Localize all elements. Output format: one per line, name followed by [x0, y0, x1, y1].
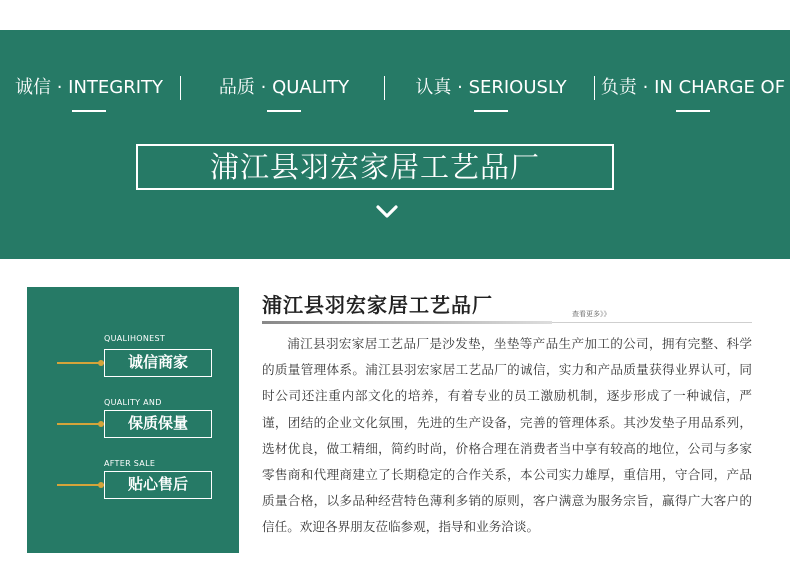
- value-underline: [676, 110, 710, 112]
- value-underline: [474, 110, 508, 112]
- company-title: 浦江县羽宏家居工艺品厂: [262, 293, 493, 317]
- value-seriously: 认真 · SERIOUSLY: [410, 76, 572, 100]
- value-integrity: 诚信 · INTEGRITY: [14, 76, 164, 100]
- feature-english-label: AFTER SALE: [104, 459, 156, 468]
- feature-english-label: QUALIHONEST: [104, 334, 166, 343]
- view-more-link[interactable]: 查看更多》》: [572, 310, 611, 318]
- banner-title: 浦江县羽宏家居工艺品厂: [136, 144, 614, 190]
- chevron-down-icon[interactable]: [376, 205, 398, 219]
- feature-quality-guarantee: 保质保量: [104, 410, 212, 438]
- value-underline: [267, 110, 301, 112]
- divider: [594, 76, 595, 100]
- feature-connector: [57, 484, 104, 486]
- feature-panel: [27, 287, 239, 553]
- company-description: 浦江县羽宏家居工艺品厂是沙发垫，坐垫等产品生产加工的公司，拥有完整、科学的质量管理体系。浦江县羽宏家居工艺品厂的诚信，实力和产品质量获得业界认可，同时公司还注重内部文化的培养，有着专业的员工激励机制，逐步形成了一种诚信，严谨，团结的企业文化氛围，先进的生产设备，完善的管理体系。其沙发垫子用品系列，选材优良，做工精细，简约时尚，价格合理在消费者当中享有较高的地位，公司与多家零售商和代理商建立了长期稳定的合作关系，本公司实力雄厚，重信用，守合同，产品质量合格，以多品种经营特色薄利多销的原则，客户满意为服务宗旨，赢得广大客户的信任。欢迎各界朋友莅临参观，指导和业务洽谈。: [262, 336, 752, 535]
- hero-banner: [0, 30, 790, 259]
- divider: [384, 76, 385, 100]
- value-in-charge: 负责 · IN CHARGE OF: [598, 76, 788, 100]
- feature-after-sale: 贴心售后: [104, 471, 212, 499]
- divider: [180, 76, 181, 100]
- feature-honest-merchant: 诚信商家: [104, 349, 212, 377]
- feature-connector: [57, 423, 104, 425]
- feature-english-label: QUALITY AND: [104, 398, 162, 407]
- title-divider-accent: [262, 321, 552, 324]
- feature-connector: [57, 362, 104, 364]
- value-underline: [72, 110, 106, 112]
- value-quality: 品质 · QUALITY: [212, 76, 356, 100]
